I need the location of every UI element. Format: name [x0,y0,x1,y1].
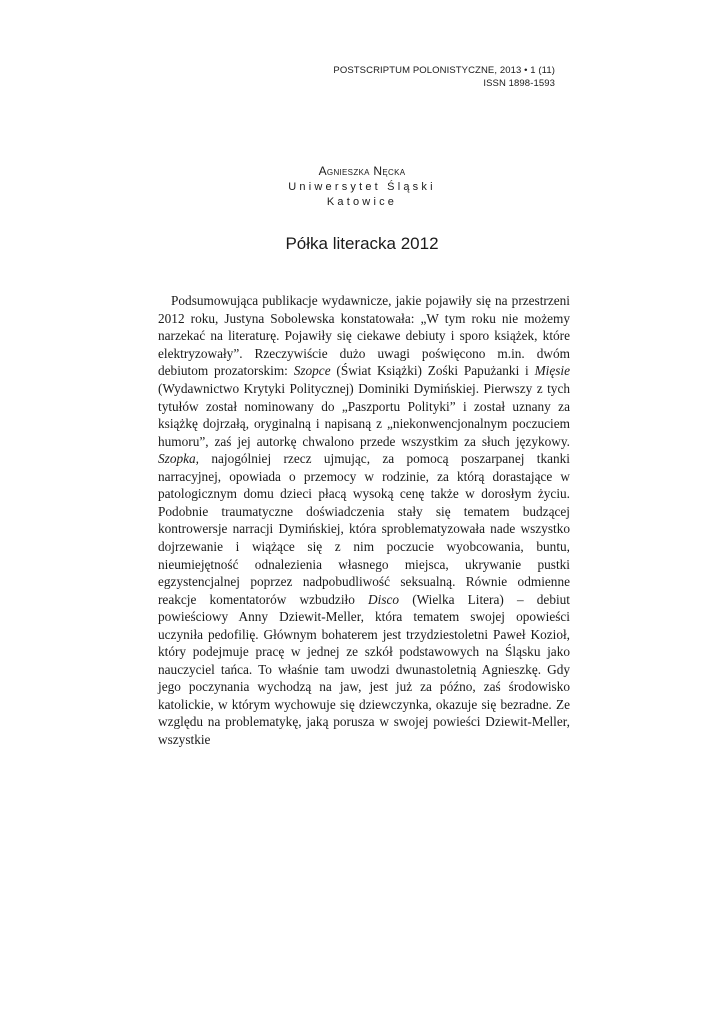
university: Uniwersytet Śląski [288,181,436,193]
author-name-text: Agnieszka Nęcka [318,164,406,178]
text-run: (Wydawnictwo Krytyki Politycznej) Dominiki Dymińskiej. Pierwszy z tych tytułów został nominowany do „Paszportu Polityki” i został uznany za książkę dojrzałą, oryginalną i napisaną z „niekonwencjonalnym poczuciem humoru”, zaś jej autorkę chwalono przede wszystkim za słuch językowy. [158,381,570,449]
author-name [0,163,724,179]
city: Katowice [326,196,398,208]
issn: ISSN 1898-1593 [483,78,555,89]
body-paragraph [158,292,570,748]
text-run: najogólniej rzecz ujmując, za pomocą poszarpanej tkanki narracyjnej, opowiada o przemocy w rodzinie, za którą dorastające w patologicznym domu dzieci płacą wysoką cenę także w dorosłym życiu. Podobnie traumatyczne doświadczenia stały się tematem budzącej kontrowersje narracji Dymińskiej, która sproblematyzowała nade wszystko dojrzewanie i wiążące się z nim poczucie wyobcowania, buntu, nieumiejętność odnalezienia własnego miejsca, ukrywanie pustki egzystencjalnej poprzez nadpobudliwość seksualną. Równie odmienne reakcje komentatorów wzbudziło [158,451,570,607]
text-run: (Wielka Litera) – debiut powieściowy Anny Dziewit-Meller, która tematem swojej opowieści uczyniła pedofilię. Głównym bohaterem jest trzydziestoletni Paweł Kozioł, który podejmuje pracę w jednej ze szkół podstawowych na Śląsku jako nauczyciel tańca. To właśnie tam uwodzi dwunastoletnią Agnieszkę. Gdy jego poczynania wychodzą na jaw, jest już za późno, zaś środowisko katolickie, w którym wychowuje się dziewczynka, okazuje się bezradne. Ze względu na problematykę, jaką porusza w swojej powieści Dziewit-Meller, wszystkie [158,591,571,747]
affiliation [0,180,724,210]
book-title-szopka-2: Szopka, [158,451,199,467]
text-run: (Świat Książki) Zośki Papużanki i [330,363,535,379]
book-title-mieso: Mięsie [534,363,571,379]
journal-citation: POSTSCRIPTUM POLONISTYCZNE, 2013 • 1 (11) [333,65,555,76]
article-title: Półka literacka 2012 [285,234,439,253]
book-title-szopka: Szopce [293,363,331,379]
text-run: Podsumowująca publikacje wydawnicze, jakie pojawiły się na przestrzeni 2012 roku, Justyna Sobolewska konstatowała: „W tym roku nie możemy narzekać na literaturę. Pojawiły się ciekawe debiuty i sporo książek, które elektryzowały”. Rzeczywiście dużo uwagi poświęcono m.in. dwóm debiutom prozatorskim: [158,293,570,379]
book-title-disco: Disco [368,591,400,607]
running-head [333,64,555,90]
